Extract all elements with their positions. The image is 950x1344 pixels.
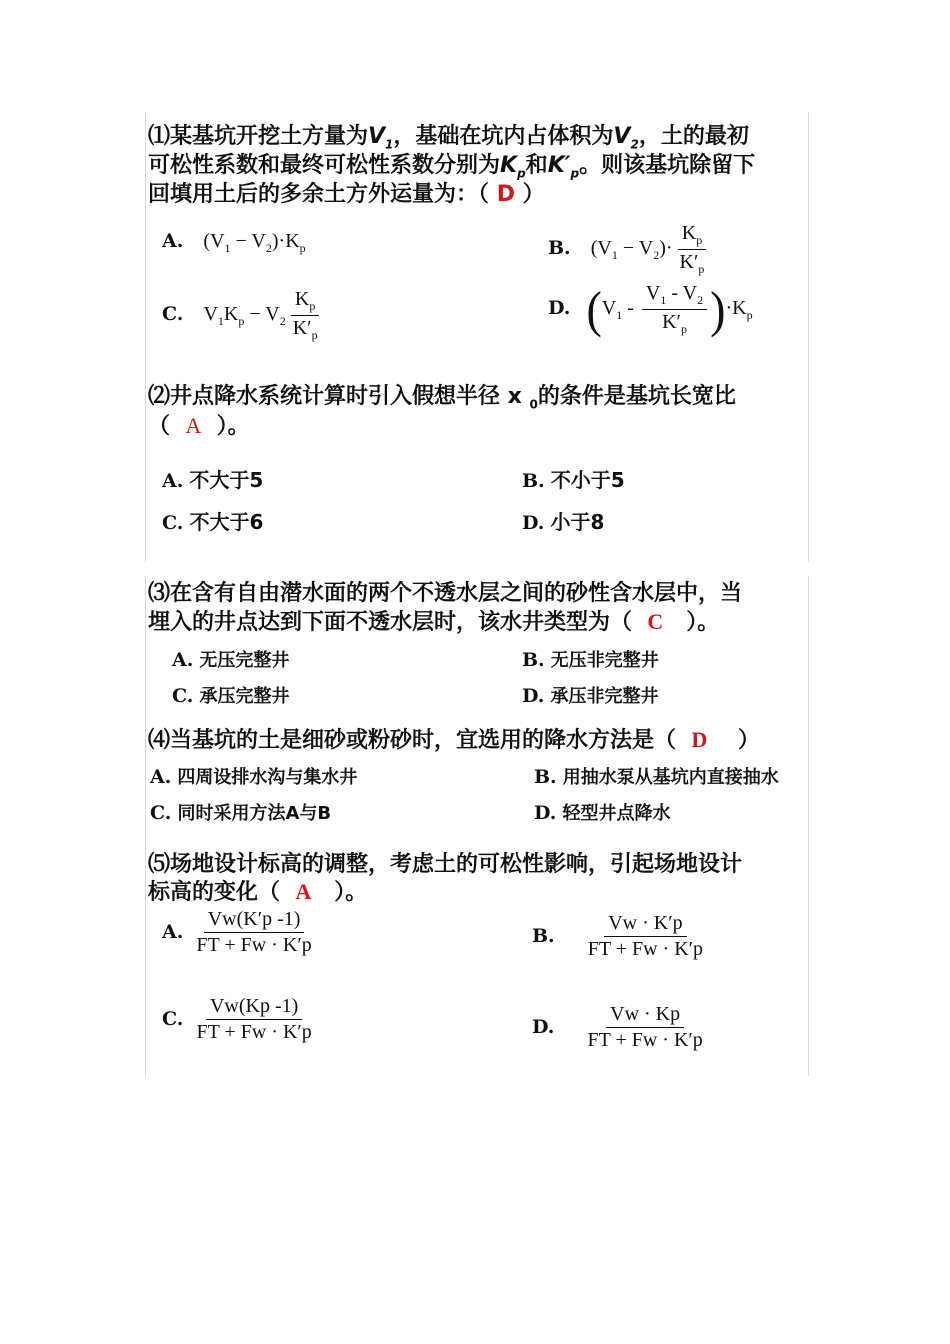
q1-option-a: A. $(V_1 - V_2)\cdot K_p$ <box>162 230 306 255</box>
q3-option-d: D. 承压非完整井 <box>522 685 659 707</box>
q1-line3: 回填用土后的多余土方外运量为：（ D ） <box>148 182 545 207</box>
q1-option-c: C. $V_1K_p - V_2$ $\frac{K_p}{K'_p}$ <box>162 288 318 342</box>
q4-option-d: D. 轻型井点降水 <box>534 802 671 824</box>
q2-option-a: A. 不大于5 <box>162 468 264 492</box>
q2-line1: ⑵井点降水系统计算时引入假想半径 x $_0$的条件是基坑长宽比 <box>148 384 736 412</box>
q1-line1: ⑴某基坑开挖土方量为$V_1$，基础在坑内占体积为$V_2$，土的最初 <box>148 124 749 152</box>
q4-option-b: B. 用抽水泵从基坑内直接抽水 <box>534 766 779 788</box>
q4-option-a: A. 四周设排水沟与集水井 <box>150 766 358 788</box>
q5-option-a: A. $\frac{Vw(K'p -1)}{FT + Fw \cdot K'p}$ <box>162 908 312 956</box>
q4-line1: ⑷当基坑的土是细砂或粉砂时，宜选用的降水方法是（ D ） <box>148 727 760 753</box>
q3-line1: ⑶在含有自由潜水面的两个不透水层之间的砂性含水层中，当 <box>148 581 743 606</box>
q2-answer: A <box>185 413 202 438</box>
q5-answer: A <box>295 879 312 904</box>
q2-option-c: C. 不大于6 <box>162 510 264 534</box>
q2-option-b: B. 不小于5 <box>522 468 625 492</box>
q3-answer: C <box>647 609 664 634</box>
q5-option-b: B. $\frac{Vw \cdot K'p}{FT + Fw \cdot K'p}$ <box>532 912 704 960</box>
q5-line1: ⑸场地设计标高的调整，考虑土的可松性影响，引起场地设计 <box>148 852 743 877</box>
q2-line2: （ A ）。 <box>148 413 250 439</box>
q5-line2: 标高的变化（ A ）。 <box>148 879 368 905</box>
q1-line2: 可松性系数和最终可松性系数分别为$K_p$和$K'_p$。则该基坑除留下 <box>148 153 756 181</box>
q3-option-a: A. 无压完整井 <box>172 649 290 671</box>
q1-option-b: B. $(V_1 - V_2)\cdot$ $\frac{K_p}{K'_p}$ <box>548 222 705 276</box>
q4-option-c: C. 同时采用方法A与B <box>150 802 332 824</box>
q4-answer: D <box>691 727 708 752</box>
q3-option-c: C. 承压完整井 <box>172 685 290 707</box>
q1-option-d: D. ($V_1$ - $\frac{V_1 - V_2}{K'_p}$ )$\cdot K_p$ <box>548 280 753 337</box>
q3-line2: 埋入的井点达到下面不透水层时，该水井类型为（ C ）。 <box>148 609 720 635</box>
q5-option-c: C. $\frac{Vw(Kp -1)}{FT + Fw \cdot K'p}$ <box>162 995 312 1043</box>
q5-option-d: D. $\frac{Vw \cdot Kp}{FT + Fw \cdot K'p}$ <box>532 1003 703 1051</box>
q2-option-d: D. 小于8 <box>522 510 605 534</box>
q3-option-b: B. 无压非完整井 <box>522 649 659 671</box>
q1-answer: D <box>496 182 515 207</box>
